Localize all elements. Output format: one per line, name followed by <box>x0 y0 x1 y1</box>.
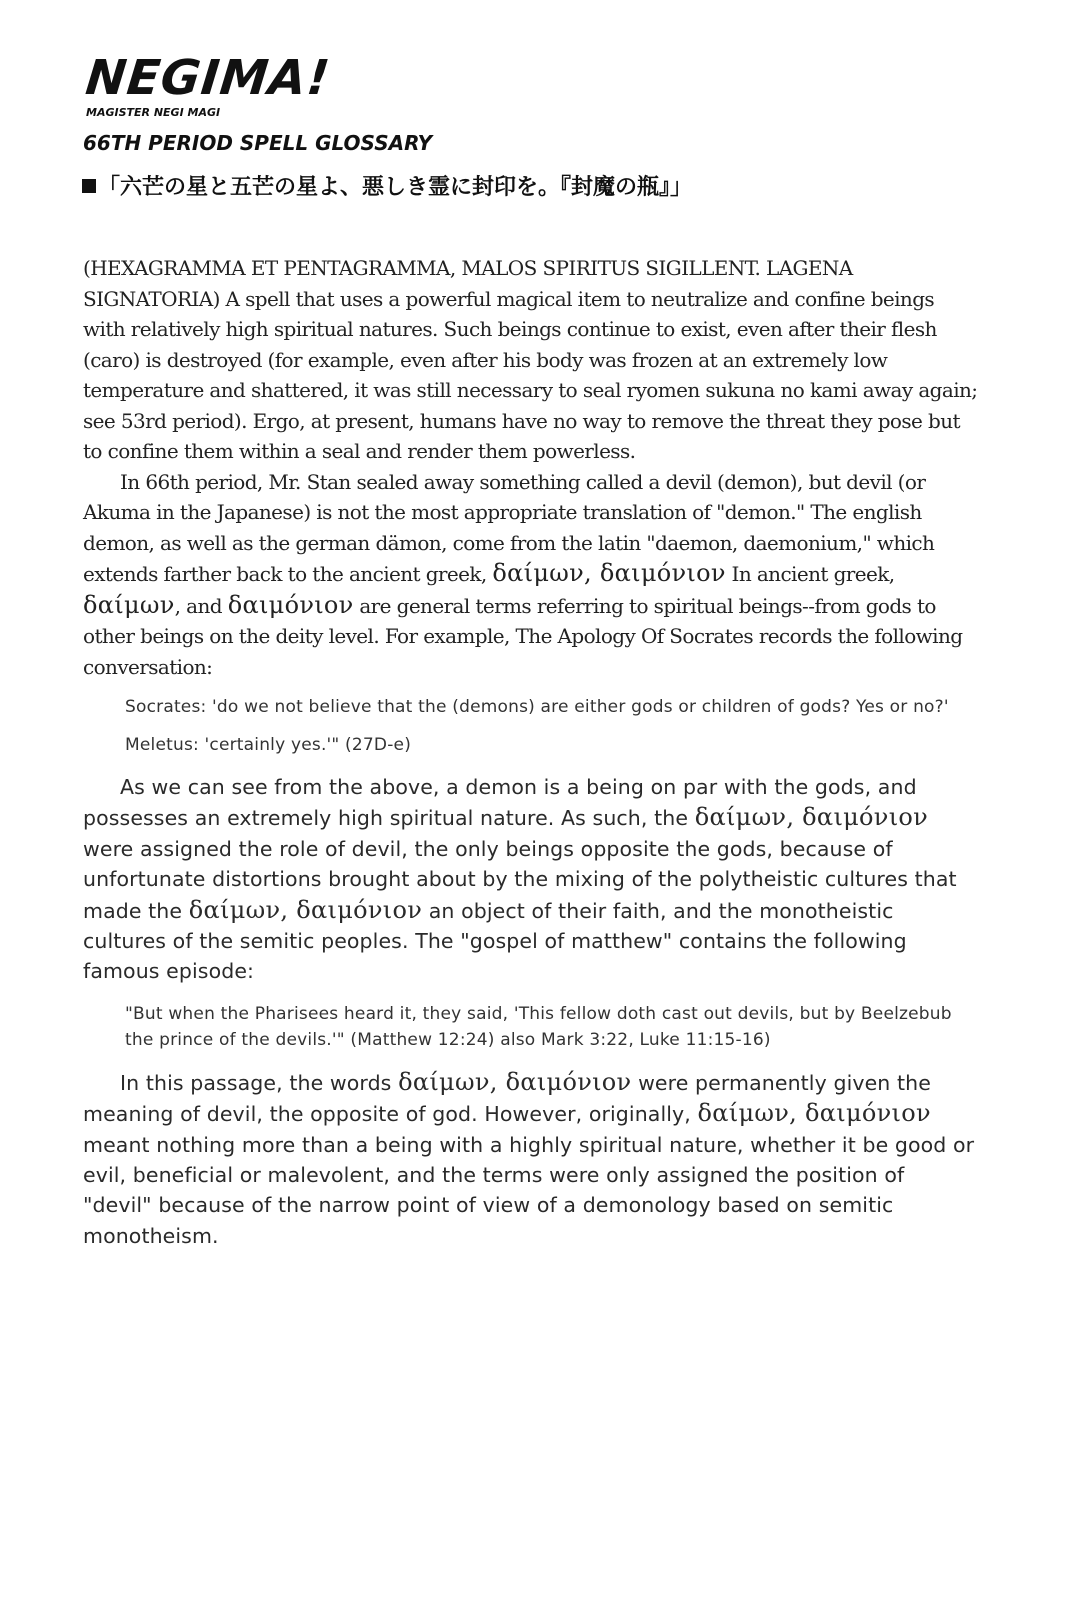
matthew-quote: "But when the Pharisees heard it, they said, 'This fellow doth cast out devils, but by Beelzebub the prince of the devils.'" (Matthew 12:24) also Mark 3:22, Luke 11:15-16) <box>125 1003 952 1050</box>
greek-term: δαίμων, δαιμόνιον <box>398 1067 632 1096</box>
meletus-quote: Meletus: 'certainly yes.'" (27D-e) <box>125 735 412 755</box>
demon-role-paragraph: As we can see from the above, a demon is a being on par with the gods, and possesses an extremely high spiritual nature. As such, the δαίμων, δαιμόνιον were assigned the role of devil, the only beings opposite the gods, because of unfortunate distortions brought about by the mixing of the polytheistic cultures that made the δαίμων, δαιμόνιον an object of their faith, and the monotheistic cultures of the semitic peoples. The "gospel of matthew" contains the following famous episode: <box>83 775 957 984</box>
greek-term: δαίμων, δαιμόνιον <box>188 895 423 924</box>
spell-heading <box>82 172 692 202</box>
socrates-quote: Socrates: 'do we not believe that the (demons) are either gods or children of gods? Yes or no?' <box>125 697 949 717</box>
negima-logo: NEGIMA! <box>83 50 333 106</box>
greek-term: δαίμων, δαιμόνιον <box>697 1099 931 1128</box>
glossary-body <box>83 253 978 1251</box>
demon-etymology-paragraph: In 66th period, Mr. Stan sealed away something called a devil (demon), but devil (or Akuma in the Japanese) is not the most appropriate translation of "demon." The english demon, as well as the german dämon, come from the latin "daemon, daemonium," which extends farther back to the ancient greek, δαίμων, δαιμόνιον In ancient greek, δαίμων, and δαιμόνιον are general terms referring to spiritual beings--from gods to other beings on the deity level. For example, The Apology Of Socrates records the following conversation: <box>83 469 963 679</box>
greek-term: δαίμων, δαιμόνιον <box>694 803 929 832</box>
greek-term: δαίμων, δαιμόνιον <box>492 559 726 587</box>
greek-term: δαιμόνιον <box>227 590 354 619</box>
conclusion-paragraph: In this passage, the words δαίμων, δαιμόνιον were permanently given the meaning of devil, the opposite of god. However, originally, δαίμων, δαιμόνιον meant nothing more than a being with a highly spiritual nature, whether it be good or evil, beneficial or malevolent, and the terms were only assigned the position of "devil" because of the narrow point of view of a demonology based on semitic monotheism. <box>83 1067 975 1248</box>
logo-subtitle: MAGISTER NEGI MAGI <box>86 106 221 119</box>
intro-paragraph: (HEXAGRAMMA ET PENTAGRAMMA, MALOS SPIRITUS SIGILLENT. LAGENA SIGNATORIA) A spell that uses a powerful magical item to neutralize and confine beings with relatively high spiritual natures. Such beings continue to exist, even after their flesh (caro) is destroyed (for example, even after his body was frozen at an extremely low temperature and shattered, it was still necessary to seal ryomen sukuna no kami away again; see 53rd period). Ergo, at present, humans have no way to remove the threat they pose but to confine them within a seal and render them powerless. <box>83 256 978 463</box>
spell-heading-text: 「六芒の星と五芒の星よ、悪しき霊に封印を。『封魔の瓶』」 <box>98 174 693 200</box>
greek-term: δαίμων <box>83 590 175 619</box>
glossary-title: 66TH PERIOD SPELL GLOSSARY <box>83 131 433 155</box>
square-bullet-icon <box>82 179 96 193</box>
